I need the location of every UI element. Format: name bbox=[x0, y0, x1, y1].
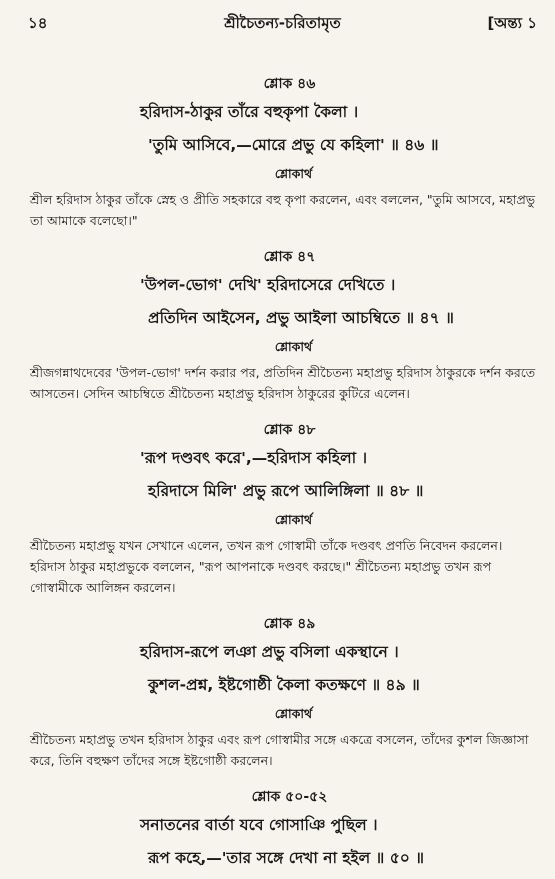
verse-line: হরিদাস-ঠাকুর তাঁরে বহুকৃপা কৈলা । bbox=[140, 103, 359, 121]
page-header bbox=[28, 12, 537, 38]
verse-block-49 bbox=[30, 612, 539, 771]
verse-block-47 bbox=[30, 245, 539, 404]
translation-text: শ্রীজগন্নাথদেবের 'উপল-ভোগ' দর্শন করার পর, প্রতিদিন শ্রীচৈতন্য মহাপ্রভু হরিদাস ঠাকুরকে দর্শন করতে আসতেন। সেদিন আচম্বিতে শ্রীচৈতন্য মহাপ্রভু হরিদাস ঠাকুরের কুটিরে এলেন। bbox=[30, 365, 536, 401]
verse-block-48 bbox=[30, 418, 539, 598]
verse-line: সনাতনের বার্তা যবে গোসাঞি পুছিল । bbox=[140, 816, 378, 834]
verse-line: প্রতিদিন আইসেন, প্রভু আইলা আচম্বিতে ॥ ৪৭ ॥ bbox=[148, 309, 454, 327]
verse-line: কুশল-প্রশ্ন, ইষ্টগোষ্ঠী কৈলা কতক্ষণে ॥ ৪৯ ॥ bbox=[148, 676, 420, 694]
verse-line: 'উপল-ভোগ' দেখি' হরিদাসেরে দেখিতে । bbox=[140, 276, 396, 294]
verse-number: শ্লোক ৫০-৫২ bbox=[251, 789, 328, 805]
translation-label: শ্লোকার্থ bbox=[274, 512, 313, 527]
verse-line: হরিদাসে মিলি' প্রভু রূপে আলিঙ্গিলা ॥ ৪৮ ॥ bbox=[148, 482, 424, 500]
chapter-label: [অন্ত্য ১ bbox=[487, 14, 537, 32]
translation-text: শ্রীচৈতন্য মহাপ্রভু যখন সেখানে এলেন, তখন রূপ গোস্বামী তাঁকে দণ্ডবৎ প্রণতি নিবেদন করলেন। হরিদাস ঠাকুর মহাপ্রভুকে বললেন, "রূপ আপনাকে দণ্ডবৎ করছে।" শ্রীচৈতন্য মহাপ্রভু তখন রূপ গোস্বামীকে আলিঙ্গন করলেন। bbox=[30, 538, 503, 595]
verse-line: রূপ কহে,—'তার সঙ্গে দেখা না হইল ॥ ৫০ ॥ bbox=[148, 849, 425, 867]
translation-text: শ্রীচৈতন্য মহাপ্রভু তখন হরিদাস ঠাকুর এবং রূপ গোস্বামীর সঙ্গে একত্রে বসলেন, তাঁদের কুশল জিজ্ঞাসা করে, তিনি বহুক্ষণ তাঁদের সঙ্গে ইষ্টগোষ্ঠী করলেন। bbox=[30, 732, 529, 768]
translation-text: শ্রীল হরিদাস ঠাকুর তাঁকে স্নেহ ও প্রীতি সহকারে বহু কৃপা করলেন, এবং বললেন, "তুমি আসবে, মহাপ্রভু তা আমাকে বলেছো।" bbox=[30, 192, 536, 228]
verse-number: শ্লোক ৪৮ bbox=[263, 422, 316, 438]
verse-block-50-52 bbox=[30, 785, 539, 872]
verse-block-46 bbox=[30, 72, 539, 231]
verse-line: হরিদাস-রূপে লঞা প্রভু বসিলা একস্থানে । bbox=[140, 643, 399, 661]
verse-line: 'রূপ দণ্ডবৎ করে',—হরিদাস কহিলা । bbox=[140, 449, 368, 467]
page-number: ১৪ bbox=[28, 14, 48, 32]
verse-number: শ্লোক ৪৯ bbox=[263, 616, 316, 632]
translation-label: শ্লোকার্থ bbox=[274, 339, 313, 354]
translation-label: শ্লোকার্থ bbox=[274, 166, 313, 181]
running-title: শ্রীচৈতন্য-চরিতামৃত bbox=[224, 14, 341, 32]
page-body bbox=[30, 72, 539, 879]
translation-label: শ্লোকার্থ bbox=[274, 706, 313, 721]
verse-number: শ্লোক ৪৬ bbox=[263, 76, 316, 92]
verse-line: 'তুমি আসিবে,—মোরে প্রভু যে কহিলা' ॥ ৪৬ ॥ bbox=[148, 136, 439, 154]
verse-number: শ্লোক ৪৭ bbox=[263, 249, 316, 265]
